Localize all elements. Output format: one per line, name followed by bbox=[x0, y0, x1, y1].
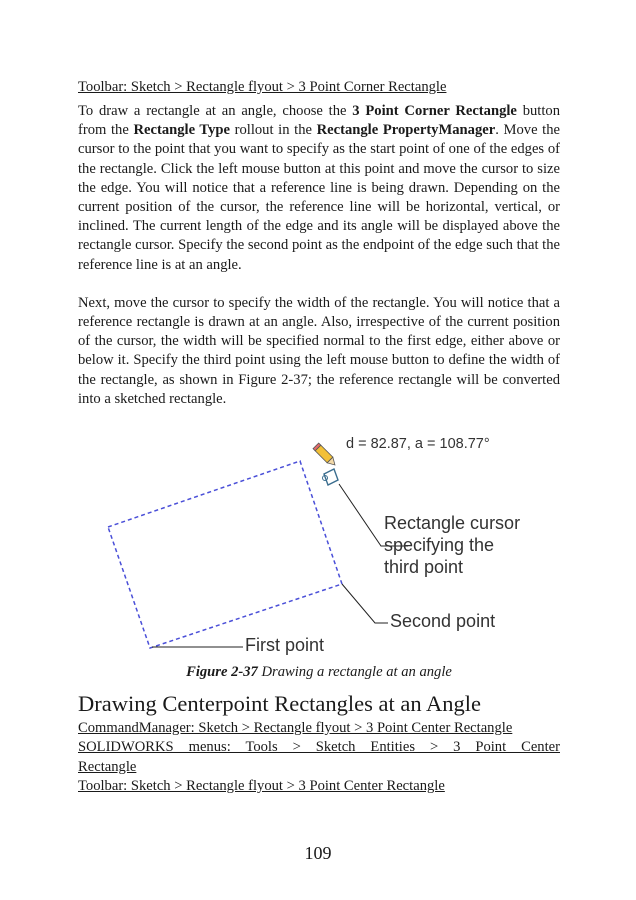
pencil-cursor-icon bbox=[313, 443, 338, 468]
solidworks-menus-path: SOLIDWORKS menus: Tools > Sketch Entities > 3 Point Center bbox=[78, 739, 560, 756]
rectangle-cursor-icon bbox=[323, 469, 339, 485]
second-point-label: Second point bbox=[390, 611, 496, 632]
toolbar-path-center-rectangle: Toolbar: Sketch > Rectangle flyout > 3 Point Center Rectangle bbox=[78, 778, 445, 795]
command-manager-path: CommandManager: Sketch > Rectangle flyout > 3 Point Center Rectangle bbox=[78, 720, 513, 737]
solidworks-menus-path-continued: Rectangle bbox=[78, 758, 137, 775]
figure-number: Figure 2-37 bbox=[186, 664, 258, 681]
para1-bold-3: Rectangle PropertyManager bbox=[316, 122, 496, 139]
paragraph-width: Next, move the cursor to specify the width of the rectangle. You will notice that a reference rectangle is drawn at an angle. Also, irrespective of the current position of the cursor, the width will be specified normal to the first edge, either above or below it. Specify the third point using the left mouse button to define the width of the rectangle, as shown in Figure 2-37; the reference rectangle will be converted into a sketched rectangle. bbox=[78, 294, 560, 407]
figure-caption bbox=[78, 664, 560, 681]
section-heading: Drawing Centerpoint Rectangles at an Angle bbox=[78, 691, 482, 717]
para1-text-3: rollout in the bbox=[229, 122, 317, 139]
para1-bold-2: Rectangle Type bbox=[133, 122, 230, 139]
figure-caption-text: Drawing a rectangle at an angle bbox=[257, 664, 452, 681]
page-content bbox=[78, 78, 560, 797]
cursor-label-line-3: third point bbox=[384, 557, 464, 578]
figure-2-37 bbox=[78, 428, 560, 658]
page-number: 109 bbox=[304, 843, 332, 863]
para1-text-1: To draw a rectangle at an angle, choose the bbox=[78, 103, 353, 119]
dimension-readout: d = 82.87, a = 108.77° bbox=[346, 436, 490, 453]
para1-bold-1: 3 Point Corner Rectangle bbox=[352, 103, 517, 119]
cursor-label-line-2: specifying the bbox=[384, 535, 495, 556]
para1-text-4: . Move the cursor to the point that you want to specify as the start point of one of the edges of the rectangle. Click the left mouse button at this point and move the cursor to size the edge. You will notice that a reference line is being drawn. Depending on the current position of the cursor, the reference line will be horizontal, vertical, or inclined. The current length of the edge and its angle will be displayed above the rectangle cursor. Specify the second point as the endpoint of the edge such that the reference line is at an angle. bbox=[78, 122, 560, 273]
para1-text-2: button from the bbox=[78, 103, 561, 139]
second-point-leader-line bbox=[342, 584, 388, 623]
paragraph-3-point-corner bbox=[78, 102, 560, 275]
reference-rectangle bbox=[108, 461, 342, 648]
toolbar-path-corner-rectangle: Toolbar: Sketch > Rectangle flyout > 3 Point Corner Rectangle bbox=[78, 79, 447, 95]
cursor-label-line-1: Rectangle cursor bbox=[384, 513, 521, 534]
first-point-label: First point bbox=[245, 635, 325, 656]
